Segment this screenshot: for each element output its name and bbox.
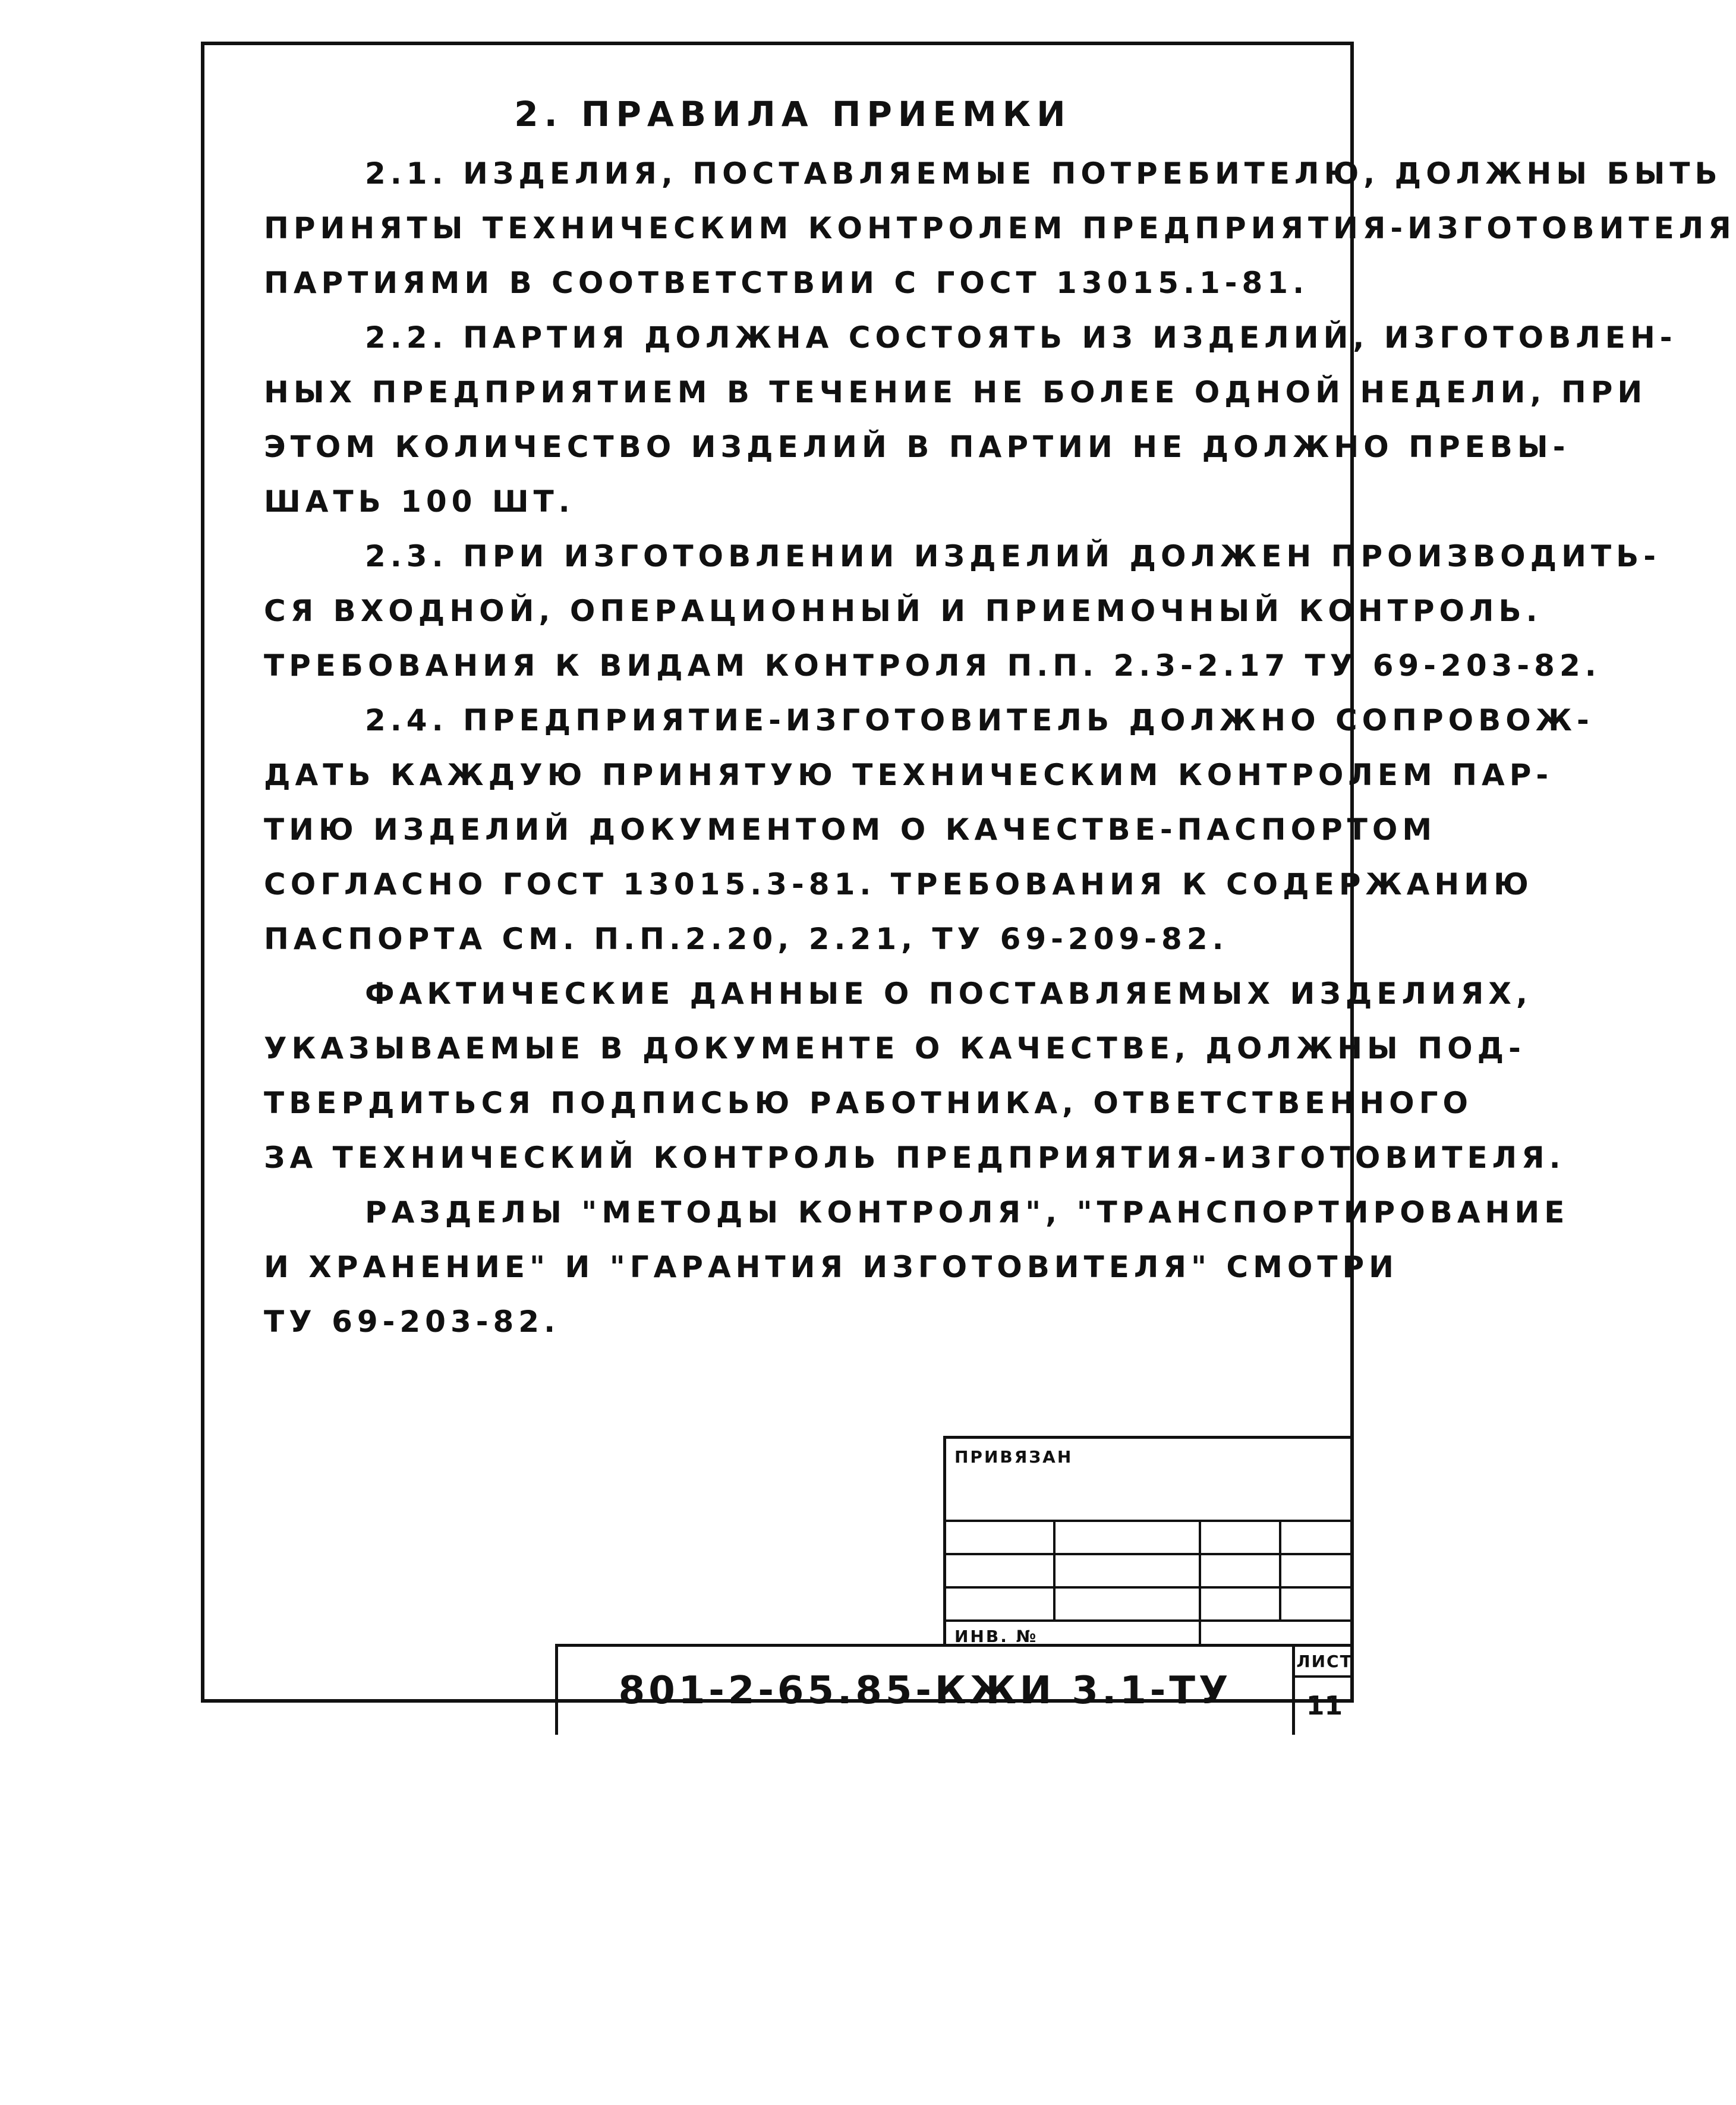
drawing-frame <box>201 42 1736 1721</box>
text-line: ТВЕРДИТЬСЯ ПОДПИСЬЮ РАБОТНИКА, ОТВЕТСТВЕННОГО <box>264 1086 1473 1120</box>
stamp-divider <box>1279 1522 1281 1622</box>
section-heading: 2. ПРАВИЛА ПРИЕМКИ <box>514 94 1072 134</box>
text-line: НЫХ ПРЕДПРИЯТИЕМ В ТЕЧЕНИЕ НЕ БОЛЕЕ ОДНОЙ НЕДЕЛИ, ПРИ <box>264 375 1647 409</box>
sheet-label: ЛИСТ <box>1295 1647 1354 1678</box>
text-line: ФАКТИЧЕСКИЕ ДАННЫЕ О ПОСТАВЛЯЕМЫХ ИЗДЕЛИЯХ, <box>365 976 1532 1011</box>
stamp-grid-row <box>946 1555 1354 1589</box>
text-line: 2.4. ПРЕДПРИЯТИЕ-ИЗГОТОВИТЕЛЬ ДОЛЖНО СОПРОВОЖ- <box>365 703 1594 738</box>
stamp-grid-row <box>946 1589 1354 1622</box>
text-line: РАЗДЕЛЫ "МЕТОДЫ КОНТРОЛЯ", "ТРАНСПОРТИРОВАНИЕ <box>365 1195 1570 1230</box>
text-line: 2.1. ИЗДЕЛИЯ, ПОСТАВЛЯЕМЫЕ ПОТРЕБИТЕЛЮ, ДОЛЖНЫ БЫТЬ <box>365 156 1722 191</box>
text-line: 2.2. ПАРТИЯ ДОЛЖНА СОСТОЯТЬ ИЗ ИЗДЕЛИЙ, ИЗГОТОВЛЕН- <box>365 320 1677 355</box>
inv-label: ИНВ. № <box>954 1627 1038 1646</box>
document-code: 801-2-65.85-КЖИ 3.1-ТУ <box>618 1669 1232 1713</box>
text-line: ПАРТИЯМИ В СООТВЕТСТВИИ С ГОСТ 13015.1-81. <box>264 266 1309 300</box>
stamp-divider <box>1053 1522 1056 1622</box>
stamp-divider <box>1199 1622 1201 1647</box>
stamp-divider <box>1199 1522 1201 1622</box>
text-line: СОГЛАСНО ГОСТ 13015.3-81. ТРЕБОВАНИЯ К СОДЕРЖАНИЮ <box>264 867 1533 902</box>
sheet-number: 11 <box>1306 1691 1343 1721</box>
stamp-linked-row <box>946 1439 1354 1522</box>
linked-label: ПРИВЯЗАН <box>954 1447 1073 1467</box>
text-line: ТИЮ ИЗДЕЛИЙ ДОКУМЕНТОМ О КАЧЕСТВЕ-ПАСПОРТОМ <box>264 812 1437 847</box>
text-line: ДАТЬ КАЖДУЮ ПРИНЯТУЮ ТЕХНИЧЕСКИМ КОНТРОЛЕМ ПАР- <box>264 758 1554 792</box>
text-line: ШАТЬ 100 ШТ. <box>264 484 575 519</box>
text-line: 2.3. ПРИ ИЗГОТОВЛЕНИИ ИЗДЕЛИЙ ДОЛЖЕН ПРОИЗВОДИТЬ- <box>365 539 1661 573</box>
document-body <box>264 87 1736 1349</box>
text-line: ПРИНЯТЫ ТЕХНИЧЕСКИМ КОНТРОЛЕМ ПРЕДПРИЯТИЯ-ИЗГОТОВИТЕЛЯ <box>264 211 1736 245</box>
text-line: ПАСПОРТА СМ. П.П.2.20, 2.21, ТУ 69-209-82. <box>264 922 1228 956</box>
title-block <box>555 1644 1354 1735</box>
text-line: ТУ 69-203-82. <box>264 1304 560 1339</box>
text-line: СЯ ВХОДНОЙ, ОПЕРАЦИОННЫЙ И ПРИЕМОЧНЫЙ КОНТРОЛЬ. <box>264 594 1542 628</box>
text-line: И ХРАНЕНИЕ" И "ГАРАНТИЯ ИЗГОТОВИТЕЛЯ" СМОТРИ <box>264 1250 1398 1284</box>
text-line: УКАЗЫВАЕМЫЕ В ДОКУМЕНТЕ О КАЧЕСТВЕ, ДОЛЖНЫ ПОД- <box>264 1031 1526 1066</box>
text-line: ТРЕБОВАНИЯ К ВИДАМ КОНТРОЛЯ П.П. 2.3-2.17 ТУ 69-203-82. <box>264 648 1601 683</box>
stamp-grid-row <box>946 1522 1354 1555</box>
text-line: ЭТОМ КОЛИЧЕСТВО ИЗДЕЛИЙ В ПАРТИИ НЕ ДОЛЖНО ПРЕВЫ- <box>264 430 1570 464</box>
text-line: ЗА ТЕХНИЧЕСКИЙ КОНТРОЛЬ ПРЕДПРИЯТИЯ-ИЗГОТОВИТЕЛЯ. <box>264 1140 1565 1175</box>
stamp-linked-block <box>943 1436 1354 1644</box>
sheet-box <box>1292 1647 1354 1735</box>
